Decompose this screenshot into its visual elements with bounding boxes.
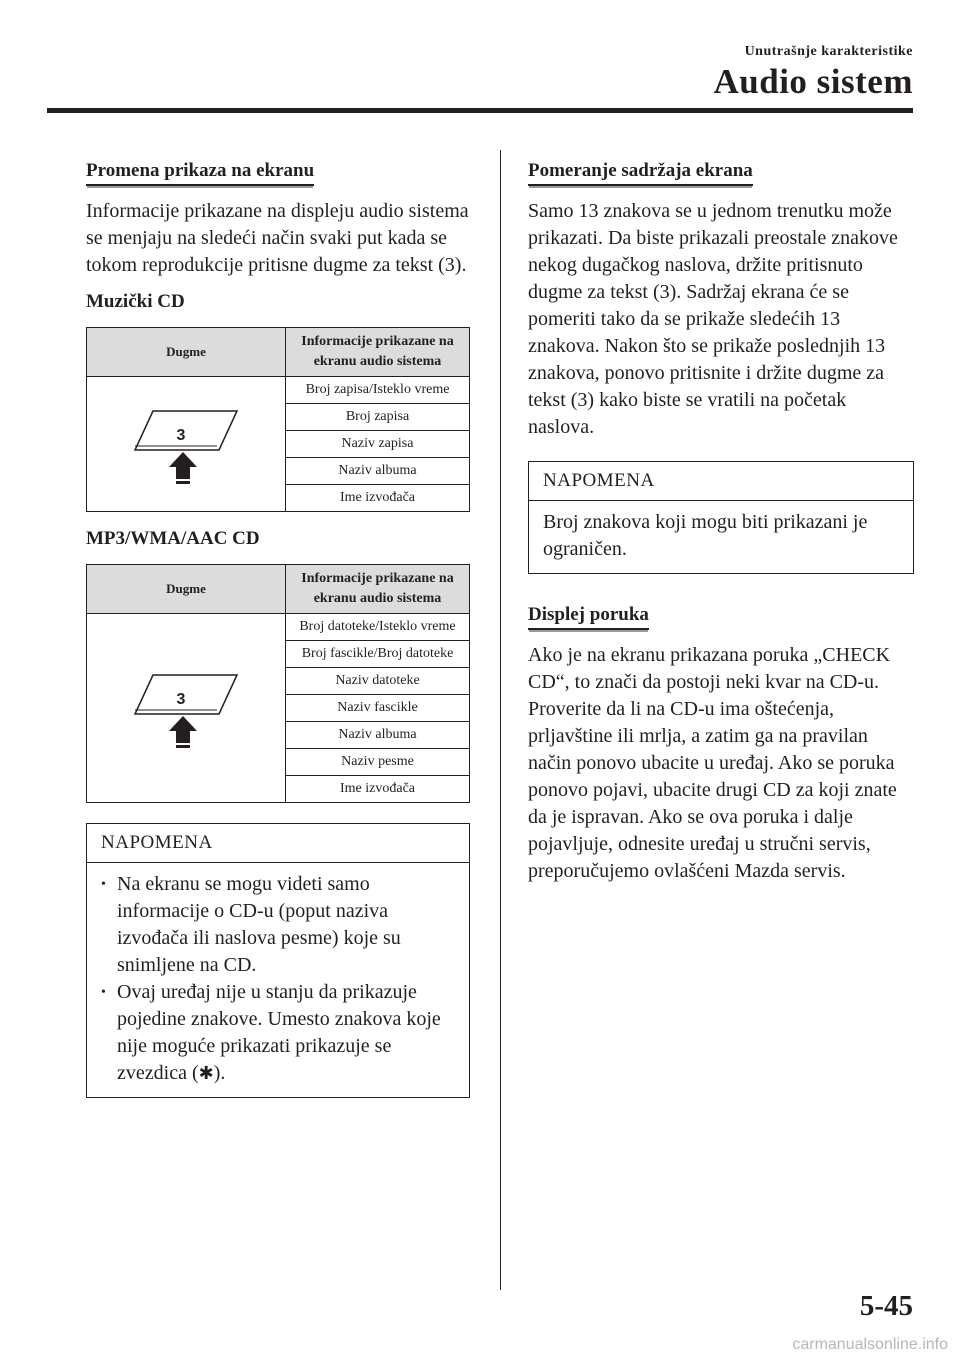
table-row bbox=[87, 614, 470, 641]
note-box-left bbox=[86, 823, 470, 1098]
table-cell: Broj zapisa/Isteklo vreme bbox=[286, 377, 470, 404]
note-bullet-item bbox=[101, 979, 455, 1087]
scroll-paragraph: Samo 13 znakova se u jednom trenutku može prikazati. Da biste prikazali preostale znakove nekog dugačkog naslova, držite pritisnuto dugme za tekst (3). Sadržaj ekrana će se pomeriti tako da se prikaže sledećih 13 znakova. Nakon što se prikaže poslednjih 13 znakova, ponovo pritisnite i držite dugme za tekst (3) kako biste se vratili na početak naslova. bbox=[528, 200, 898, 438]
note-title: NAPOMENA bbox=[529, 462, 913, 501]
message-paragraph: Ako je na ekranu prikazana poruka „CHECK CD“, to znači da postoji neki kvar na CD-u. Proverite da li na CD-u ima oštećenja, prljavštine ili mrlja, a zatim ga na pravilan način ponovo ubacite u uređaj. Ako se poruka ponovo pojavi, ubacite drugi CD za koji znate da je ispravan. Ako se ova poruka i dalje pojavljuje, odnesite uređaj u stručni servis, preporučujemo ovlašćeni Mazda servis. bbox=[528, 644, 897, 882]
right-column bbox=[528, 160, 914, 885]
text-button-3-icon bbox=[91, 650, 281, 760]
table-cell: Ime izvođača bbox=[286, 485, 470, 512]
table-row bbox=[87, 377, 470, 404]
note-bullet-text-wrap bbox=[117, 979, 455, 1087]
table-header-row bbox=[87, 328, 470, 377]
chapter-subtitle: Unutrašnje karakteristike bbox=[744, 44, 913, 59]
col-header-info: Informacije prikazane na ekranu audio sistema bbox=[286, 328, 470, 377]
column-divider bbox=[500, 150, 501, 1290]
left-column bbox=[86, 160, 470, 1098]
note-bullet-text: Ovaj uređaj nije u stanju da prikazuje pojedine znakove. Umesto znakova koje nije moguće prikazati prikazuje se zvezdica ( bbox=[117, 981, 441, 1084]
note-bullet-text: Na ekranu se mogu videti samo informacije o CD-u (poput naziva izvođača ili naslova pesme) koje su snimljene na CD. bbox=[117, 873, 401, 976]
header-rule bbox=[47, 108, 913, 113]
table-cell: Naziv datoteke bbox=[286, 668, 470, 695]
text-button-illustration bbox=[87, 614, 286, 803]
watermark: carmanualsonline.info bbox=[792, 1336, 948, 1353]
section-heading-display-change: Promena prikaza na ekranu bbox=[86, 160, 314, 186]
note-bullet-closing: ). bbox=[213, 1062, 226, 1084]
button-number: 3 bbox=[176, 690, 186, 708]
section-heading-scroll: Pomeranje sadržaja ekrana bbox=[528, 160, 753, 186]
note-body bbox=[87, 863, 469, 1097]
table-header-row bbox=[87, 565, 470, 614]
text-button-illustration bbox=[87, 377, 286, 512]
table-cell: Naziv zapisa bbox=[286, 431, 470, 458]
page-number: 5-45 bbox=[859, 1290, 913, 1322]
bullet-icon: • bbox=[101, 877, 106, 892]
table-cell: Naziv fascikle bbox=[286, 695, 470, 722]
table-cell: Ime izvođača bbox=[286, 776, 470, 803]
music-cd-table bbox=[86, 327, 470, 512]
table1-label: Muzički CD bbox=[86, 291, 185, 312]
mp3-cd-table bbox=[86, 564, 470, 803]
table2-label: MP3/WMA/AAC CD bbox=[86, 528, 260, 549]
button-number: 3 bbox=[176, 426, 186, 444]
section-heading-message: Displej poruka bbox=[528, 604, 649, 630]
note-bullet-item bbox=[101, 871, 455, 979]
table-cell: Broj fascikle/Broj datoteke bbox=[286, 641, 470, 668]
intro-paragraph: Informacije prikazane na displeju audio sistema se menjaju na sledeći način svaki put kada se tokom reprodukcije pritisne dugme za tekst (3). bbox=[86, 200, 469, 276]
col-header-info: Informacije prikazane na ekranu audio sistema bbox=[286, 565, 470, 614]
text-button-3-icon bbox=[91, 386, 281, 496]
table-cell: Naziv albuma bbox=[286, 722, 470, 749]
note-body: Broj znakova koji mogu biti prikazani je ograničen. bbox=[543, 511, 868, 560]
chapter-title: Audio sistem bbox=[713, 62, 913, 101]
asterisk-icon: ✱ bbox=[198, 1063, 214, 1084]
col-header-button: Dugme bbox=[87, 328, 286, 377]
note-title: NAPOMENA bbox=[87, 824, 469, 863]
bullet-icon: • bbox=[101, 985, 106, 1000]
table-cell: Broj datoteke/Isteklo vreme bbox=[286, 614, 470, 641]
table-cell: Broj zapisa bbox=[286, 404, 470, 431]
note-box-right bbox=[528, 461, 914, 574]
table-cell: Naziv albuma bbox=[286, 458, 470, 485]
col-header-button: Dugme bbox=[87, 565, 286, 614]
table-cell: Naziv pesme bbox=[286, 749, 470, 776]
